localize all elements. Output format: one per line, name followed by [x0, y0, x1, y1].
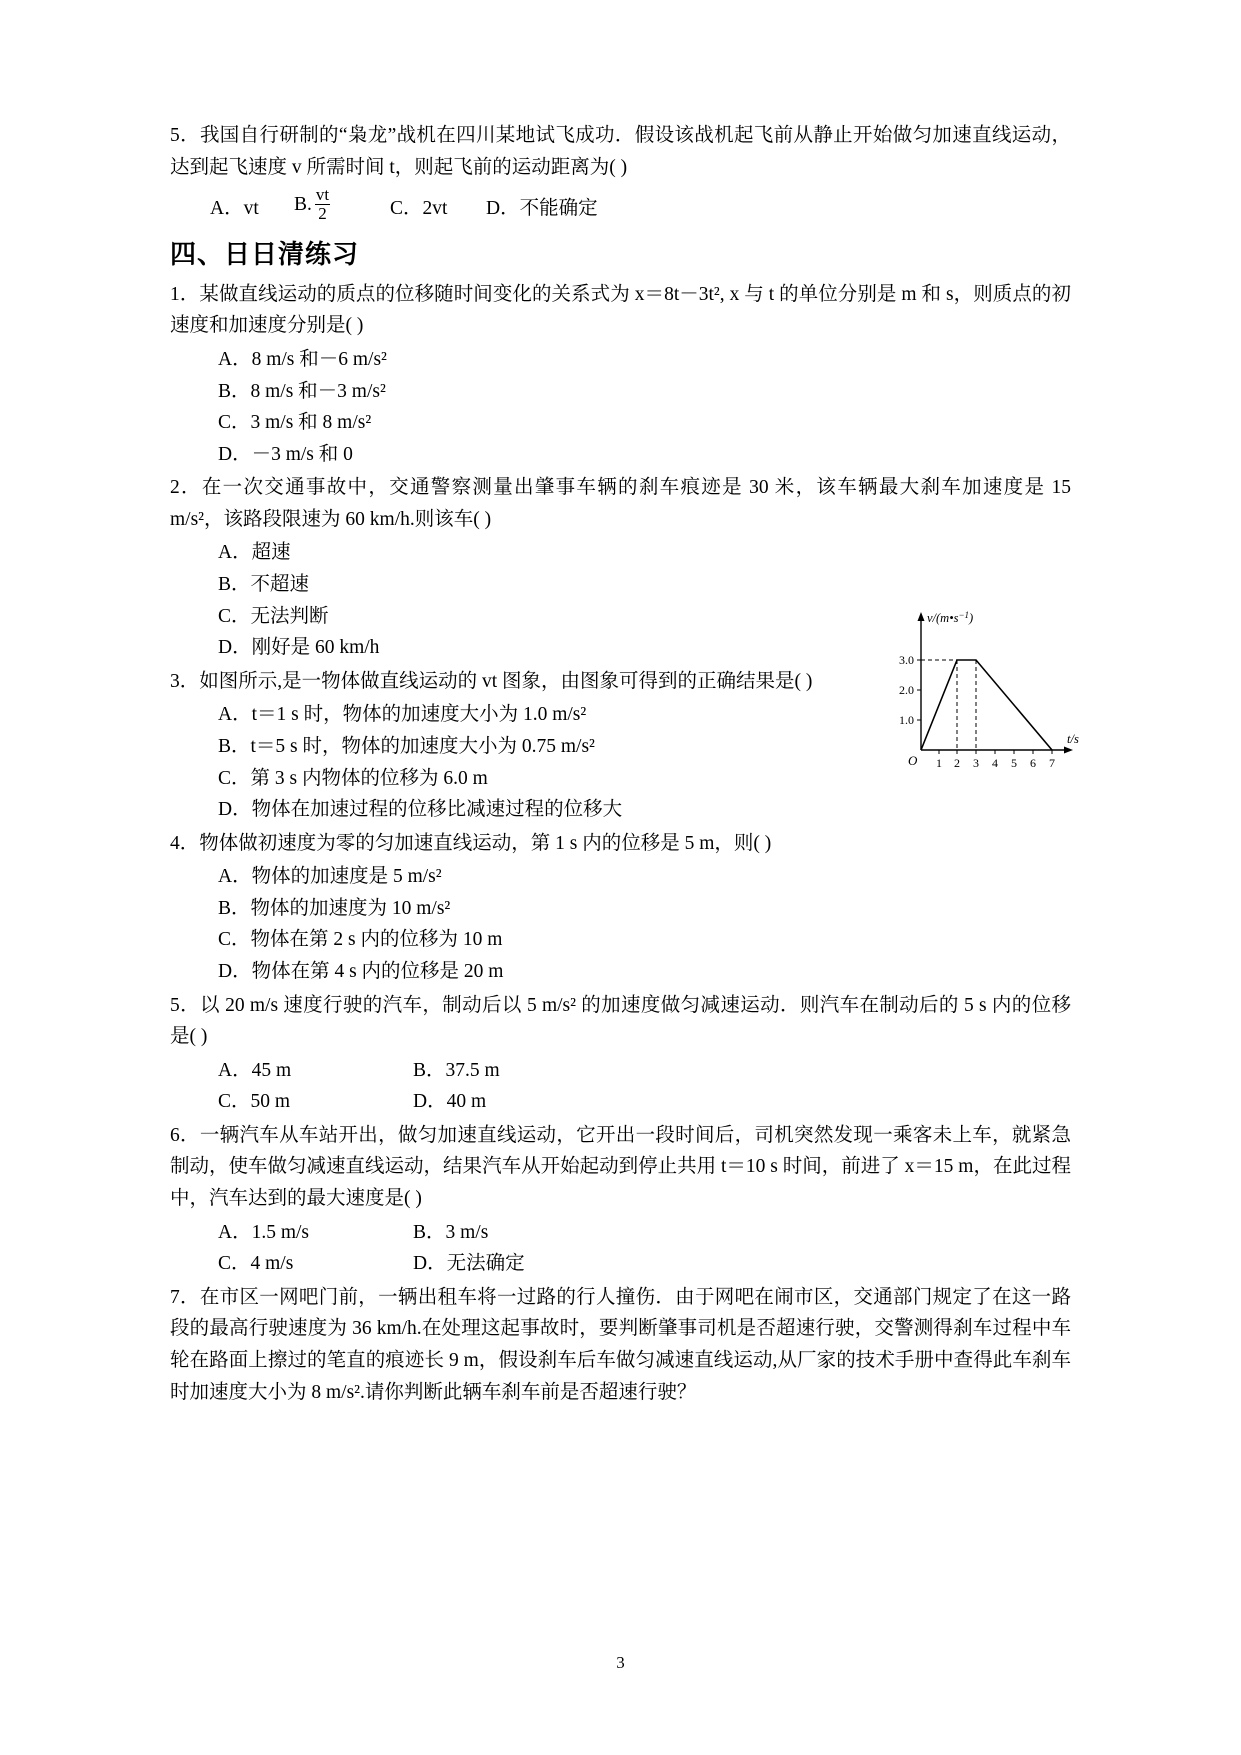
- question-5-option-b: B．37.5 m: [413, 1059, 500, 1081]
- x-axis-label: t/s: [1067, 732, 1079, 746]
- option-a: A．vt: [210, 197, 259, 219]
- section-title: 四、日日清练习: [170, 239, 360, 270]
- question-6-stem: 6．一辆汽车从车站开出，做匀加速直线运动，它开出一段时间后，司机突然发现一乘客未上车，就紧急制动，使车做匀减速直线运动，结果汽车从开始起动到停止共用 t＝10 s 时间，前进了 x＝15 m，在此过程中，汽车达到的最大速度是( ): [170, 1124, 1071, 1210]
- question-5-option-a: A．45 m: [218, 1059, 292, 1081]
- question-2-option-a: A．超速: [218, 542, 291, 564]
- vt-graph-svg: [881, 610, 1091, 785]
- question-3-option-b: B．t＝5 s 时，物体的加速度大小为 0.75 m/s²: [218, 735, 595, 757]
- x-tick-6: 6: [1030, 756, 1036, 770]
- y-tick-3: 3.0: [899, 653, 914, 667]
- question-4-stem: 4．物体做初速度为零的匀加速直线运动，第 1 s 内的位移是 5 m，则( ): [170, 832, 772, 854]
- question-3-option-a: A．t＝1 s 时，物体的加速度大小为 1.0 m/s²: [218, 704, 587, 726]
- question-4: [170, 828, 1071, 988]
- question-7-stem: 7．在市区一网吧门前，一辆出租车将一过路的行人撞伤．由于网吧在闹市区，交通部门规定了在这一路段的最高行驶速度为 36 km/h.在处理这起事故时，要判断肇事司机是否超速行驶，交警测得刹车过程中车轮在路面上擦过的笔直的痕迹长 9 m，假设刹车后车做匀减速直线运动,从厂家的技术手册中查得此车刹车时加速度大小为 8 m/s².请你判断此辆车刹车前是否超速行驶？: [170, 1286, 1071, 1403]
- question-7: [170, 1282, 1071, 1408]
- y-tick-1: 1.0: [899, 713, 914, 727]
- question-6-option-a: A．1.5 m/s: [218, 1221, 310, 1243]
- origin-label: O: [908, 753, 918, 768]
- question-6-options-row-1: [170, 1217, 1071, 1249]
- question-5-option-c: C．50 m: [218, 1091, 291, 1113]
- question-prev-5-options: [170, 187, 1071, 224]
- option-b: B. $\frac{vt}{2}$: [294, 187, 390, 224]
- question-1-option-c: C．3 m/s 和 8 m/s²: [218, 412, 372, 434]
- question-3-stem: 3．如图所示,是一物体做直线运动的 vt 图象，由图象可得到的正确结果是( ): [170, 670, 813, 692]
- question-4-option-d: D．物体在第 4 s 内的位移是 20 m: [218, 960, 504, 982]
- question-1-option-d: D．－3 m/s 和 0: [218, 443, 353, 465]
- question-5-options-row-1: [170, 1055, 1071, 1087]
- question-5-option-d: D．40 m: [413, 1091, 487, 1113]
- x-tick-5: 5: [1011, 756, 1017, 770]
- y-tick-2: 2.0: [899, 683, 914, 697]
- question-6-option-c: C．4 m/s: [218, 1253, 294, 1275]
- question-5-options-row-2: [170, 1086, 1071, 1118]
- question-2-option-b: B．不超速: [218, 574, 310, 596]
- fraction-denominator: 2: [315, 204, 330, 223]
- y-axis-label: $v/(m•s^{-1})$: [927, 610, 974, 625]
- question-4-option-a: A．物体的加速度是 5 m/s²: [218, 866, 442, 888]
- vt-graph-figure: [881, 610, 1091, 785]
- question-2-option-d: D．刚好是 60 km/h: [218, 637, 380, 659]
- question-1: [170, 279, 1071, 470]
- question-6-option-b: B．3 m/s: [413, 1221, 489, 1243]
- question-5-stem: 5．以 20 m/s 速度行驶的汽车，制动后以 5 m/s² 的加速度做匀减速运动．则汽车在制动后的 5 s 内的位移是( ): [170, 994, 1071, 1048]
- x-tick-1: 1: [936, 756, 942, 770]
- question-3-option-c: C．第 3 s 内物体的位移为 6.0 m: [218, 767, 488, 789]
- question-1-option-a: A．8 m/s 和－6 m/s²: [218, 349, 387, 370]
- question-6-options-row-2: [170, 1248, 1071, 1280]
- question-4-option-b: B．物体的加速度为 10 m/s²: [218, 897, 451, 919]
- question-prev-5: [170, 120, 1071, 224]
- question-6: [170, 1120, 1071, 1280]
- question-prev-5-stem: 5．我国自行研制的“枭龙”战机在四川某地试飞成功．假设该战机起飞前从静止开始做匀加速直线运动，达到起飞速度 v 所需时间 t，则起飞前的运动距离为( ): [170, 125, 1071, 178]
- question-2-stem: 2．在一次交通事故中，交通警察测量出肇事车辆的刹车痕迹是 30 米，该车辆最大刹车加速度是 15 m/s²，该路段限速为 60 km/h.则该车( ): [170, 477, 1071, 530]
- question-2-option-c: C．无法判断: [218, 605, 329, 627]
- fraction-numerator: vt: [315, 185, 330, 205]
- question-1-stem: 1．某做直线运动的质点的位移随时间变化的关系式为 x＝8t－3t², x 与 t 的单位分别是 m 和 s，则质点的初速度和加速度分别是( ): [170, 283, 1071, 337]
- page-number: 3: [616, 1653, 625, 1672]
- x-tick-3: 3: [973, 756, 979, 770]
- question-4-option-c: C．物体在第 2 s 内的位移为 10 m: [218, 929, 503, 951]
- option-d: D．不能确定: [486, 197, 598, 219]
- question-1-option-b: B．8 m/s 和－3 m/s²: [218, 380, 386, 402]
- x-tick-2: 2: [954, 756, 960, 770]
- option-c: C．2vt: [390, 197, 448, 219]
- question-6-option-d: D．无法确定: [413, 1253, 525, 1275]
- x-tick-4: 4: [992, 756, 998, 770]
- question-5: [170, 990, 1071, 1118]
- question-3-option-d: D．物体在加速过程的位移比减速过程的位移大: [218, 799, 623, 821]
- x-tick-7: 7: [1049, 756, 1055, 770]
